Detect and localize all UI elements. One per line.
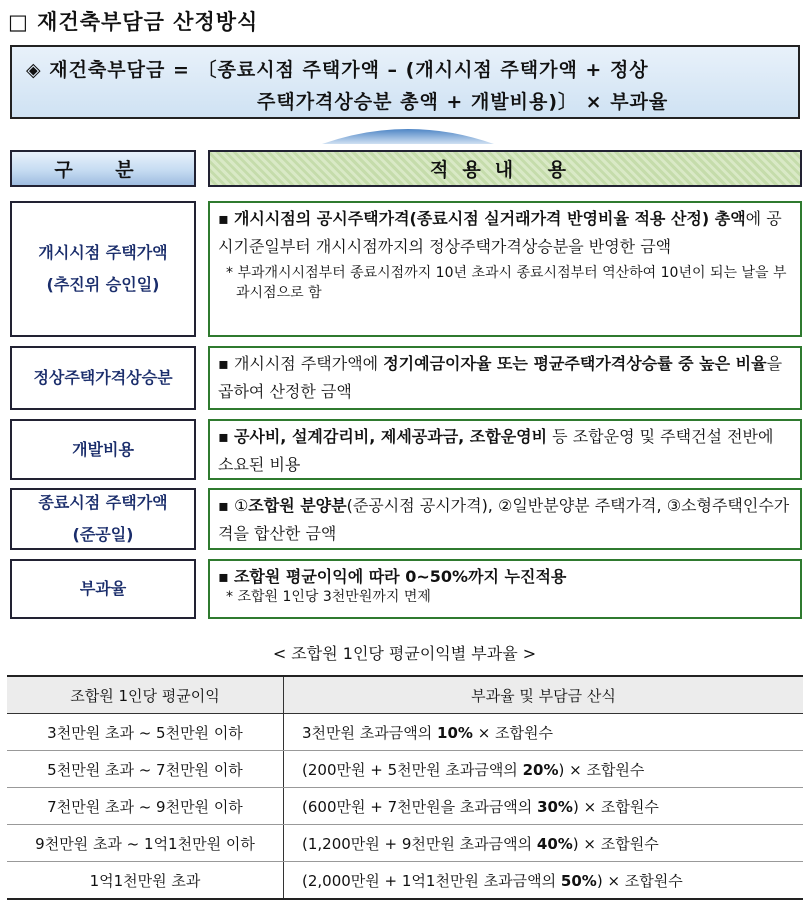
formula-rate: 20%	[522, 760, 559, 779]
header-category: 구 분	[10, 150, 196, 187]
row-label-end-value	[10, 488, 196, 550]
formula-box	[10, 45, 800, 119]
up-arrow-icon	[322, 120, 494, 144]
row-label-line: 종료시점 주택가액	[38, 493, 168, 512]
formula-text: (1,200만원 + 9천만원 초과금액의	[302, 834, 537, 853]
table-row	[7, 788, 803, 825]
bullet: ▪	[218, 496, 234, 515]
cell-formula	[284, 862, 804, 900]
cell-formula	[284, 751, 804, 788]
cell-range: 7천만원 초과 ~ 9천만원 이하	[7, 788, 284, 825]
rate-table	[7, 675, 803, 900]
formula-line-1: ◈ 재건축부담금 = 〔종료시점 주택가액 – (개시시점 주택가액 + 정상	[26, 59, 649, 81]
row-label-rate	[10, 559, 196, 619]
row-label-dev-cost	[10, 419, 196, 480]
formula-text: ) × 조합원수	[572, 797, 659, 816]
table-header-row	[7, 676, 803, 714]
formula-rate: 30%	[537, 797, 573, 816]
cell-formula	[284, 788, 804, 825]
row-label-line: (준공일)	[72, 525, 134, 544]
header-content: 적용내 용	[208, 150, 802, 187]
page-title: □ 재건축부담금 산정방식	[8, 10, 259, 34]
table-row	[7, 862, 803, 900]
bullet: ▪	[218, 354, 234, 373]
cell-formula	[284, 825, 804, 862]
desc-bold: 개시시점의 공시주택가격(종료시점 실거래가격 반영비율 적용 산정) 총액	[233, 209, 746, 228]
desc-bold: 공사비, 설계감리비, 제세공과금, 조합운영비	[233, 427, 548, 446]
formula-text: (2,000만원 + 1억1천만원 초과금액의	[302, 871, 561, 890]
row-label-start-value	[10, 201, 196, 337]
row-label-line: (추진위 승인일)	[46, 275, 160, 294]
col-header-profit: 조합원 1인당 평균이익	[7, 676, 284, 714]
desc-bold: 조합원 평균이익에 따라 0~50%까지 누진적용	[233, 567, 567, 586]
row-label-normal-increase	[10, 346, 196, 410]
formula-text: ) × 조합원수	[572, 834, 659, 853]
cell-range: 5천만원 초과 ~ 7천만원 이하	[7, 751, 284, 788]
formula-text: ) × 조합원수	[596, 871, 683, 890]
row-label-line: 부과율	[79, 579, 127, 598]
bullet: ▪	[218, 209, 234, 228]
cell-range: 9천만원 초과 ~ 1억1천만원 이하	[7, 825, 284, 862]
row-desc-rate	[208, 559, 802, 619]
formula-rate: 10%	[437, 723, 473, 742]
desc-text: ①	[233, 496, 249, 515]
table-row	[7, 825, 803, 862]
formula-text: 3천만원 초과금액의	[302, 723, 438, 742]
formula-rate: 50%	[560, 871, 597, 890]
formula-text: × 조합원수	[472, 723, 553, 742]
formula-text: (200만원 + 5천만원 초과금액의	[302, 760, 523, 779]
desc-note: * 조합원 1인당 3천만원까지 면제	[226, 589, 431, 605]
formula-text: ) × 조합원수	[558, 760, 645, 779]
table-caption: < 조합원 1인당 평균이익별 부과율 >	[272, 644, 537, 663]
row-desc-normal-increase	[208, 346, 802, 410]
table-row	[7, 714, 803, 751]
desc-bold: 정기예금이자율 또는 평균주택가격상승률 중 높은 비율	[383, 354, 767, 373]
row-label-line: 정상주택가격상승분	[33, 368, 173, 387]
desc-note: * 부과개시시점부터 종료시점까지 10년 초과시 종료시점부터 역산하여 10년이 되는 날을 부과시점으로 함	[226, 265, 787, 301]
cell-range: 1억1천만원 초과	[7, 862, 284, 900]
desc-text: 개시시점 주택가액에	[233, 354, 384, 373]
col-header-formula: 부과율 및 부담금 산식	[284, 676, 804, 714]
desc-text: (준공시점 공시가격), ②일반분양분 주택가격, ③소형주택인수가격을 합산한 금액	[218, 496, 790, 543]
desc-text: 을 곱하여 산정한 금액	[218, 354, 783, 401]
formula-text: (600만원 + 7천만원을 초과금액의	[302, 797, 538, 816]
row-desc-start-value	[208, 201, 802, 337]
row-desc-end-value	[208, 488, 802, 550]
formula-line-2: 주택가격상승분 총액 + 개발비용)〕 × 부과율	[257, 91, 669, 113]
cell-formula	[284, 714, 804, 751]
bullet: ▪	[218, 427, 234, 446]
row-desc-dev-cost	[208, 419, 802, 480]
formula-rate: 40%	[536, 834, 573, 853]
bullet: ▪	[218, 567, 234, 586]
row-label-line: 개시시점 주택가액	[38, 243, 168, 262]
desc-bold: 조합원 분양분	[248, 496, 347, 515]
row-label-line: 개발비용	[72, 439, 134, 459]
cell-range: 3천만원 초과 ~ 5천만원 이하	[7, 714, 284, 751]
desc-text: 등 조합운영 및 주택건설 전반에 소요된 비용	[218, 427, 774, 474]
desc-text: 에 공시기준일부터 개시시점까지의 정상주택가격상승분을 반영한 금액	[218, 209, 782, 256]
table-row	[7, 751, 803, 788]
